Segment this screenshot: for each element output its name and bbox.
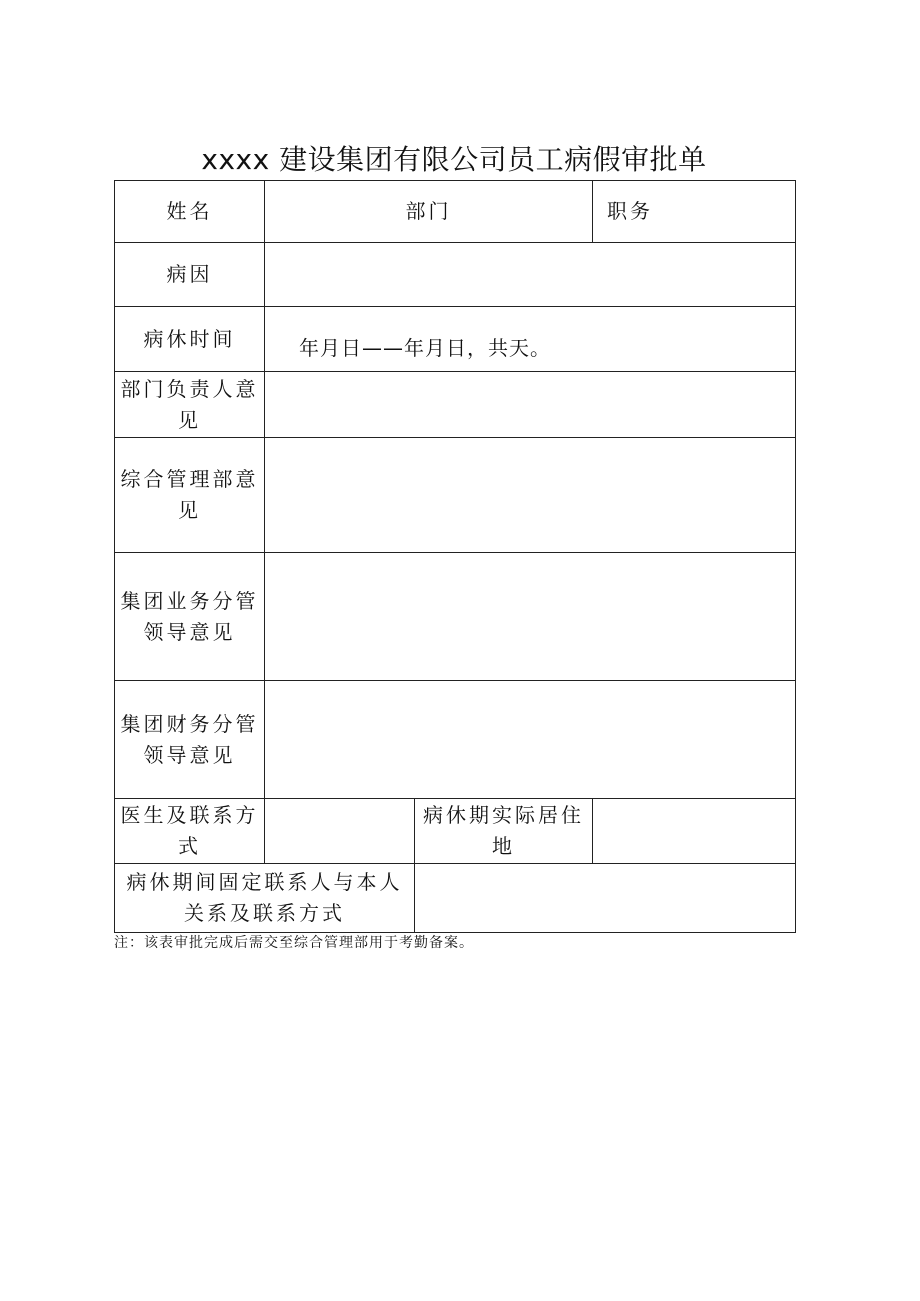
row-basic-info	[115, 181, 796, 243]
general-mgmt-opinion-field[interactable]	[265, 438, 796, 553]
row-finance-leader-opinion	[115, 681, 796, 799]
doctor-contact-label-cell	[115, 799, 265, 864]
sick-leave-date-range: 年月日——年月日，共天。	[299, 335, 551, 360]
footnote: 注：该表审批完成后需交至综合管理部用于考勤备案。	[114, 935, 474, 951]
row-business-leader-opinion	[115, 553, 796, 681]
row-fixed-contact	[115, 864, 796, 933]
row-general-mgmt-opinion	[115, 438, 796, 553]
name-label: 姓名	[166, 199, 213, 223]
department-label: 部门	[405, 199, 452, 223]
general-mgmt-opinion-label-cell	[115, 438, 265, 553]
illness-cause-field[interactable]	[265, 243, 796, 307]
business-leader-opinion-label-cell	[115, 553, 265, 681]
row-dept-head-opinion	[115, 372, 796, 438]
business-leader-opinion-label: 集团业务分管领导意见	[120, 588, 259, 644]
sick-leave-approval-form	[114, 180, 796, 933]
dept-head-opinion-label-cell	[115, 372, 265, 438]
row-illness-cause	[115, 243, 796, 307]
sick-leave-time-label-cell	[115, 307, 265, 372]
row-doctor-residence	[115, 799, 796, 864]
finance-leader-opinion-label: 集团财务分管领导意见	[120, 711, 259, 767]
doctor-contact-label: 医生及联系方式	[120, 803, 259, 858]
actual-residence-label: 病休期实际居住地	[423, 803, 584, 858]
business-leader-opinion-field[interactable]	[265, 553, 796, 681]
doctor-contact-field[interactable]	[265, 799, 415, 864]
dept-head-opinion-field[interactable]	[265, 372, 796, 438]
actual-residence-field[interactable]	[593, 799, 796, 864]
name-label-cell	[115, 181, 265, 243]
fixed-contact-label: 病休期间固定联系人与本人关系及联系方式	[126, 870, 403, 925]
dept-head-opinion-label: 部门负责人意见	[120, 376, 259, 432]
illness-cause-label-cell	[115, 243, 265, 307]
sick-leave-time-label: 病休时间	[143, 326, 236, 351]
finance-leader-opinion-label-cell	[115, 681, 265, 799]
fixed-contact-field[interactable]	[415, 864, 796, 933]
position-label-cell	[593, 181, 796, 243]
sick-leave-time-field[interactable]	[265, 307, 796, 372]
actual-residence-label-cell	[415, 799, 593, 864]
row-sick-leave-time	[115, 307, 796, 372]
document-title: xxxx 建设集团有限公司员工病假审批单	[201, 143, 707, 176]
finance-leader-opinion-field[interactable]	[265, 681, 796, 799]
fixed-contact-label-cell	[115, 864, 415, 933]
general-mgmt-opinion-label: 综合管理部意见	[120, 467, 259, 522]
department-label-cell	[265, 181, 593, 243]
illness-cause-label: 病因	[166, 262, 213, 286]
position-label: 职务	[607, 199, 653, 223]
